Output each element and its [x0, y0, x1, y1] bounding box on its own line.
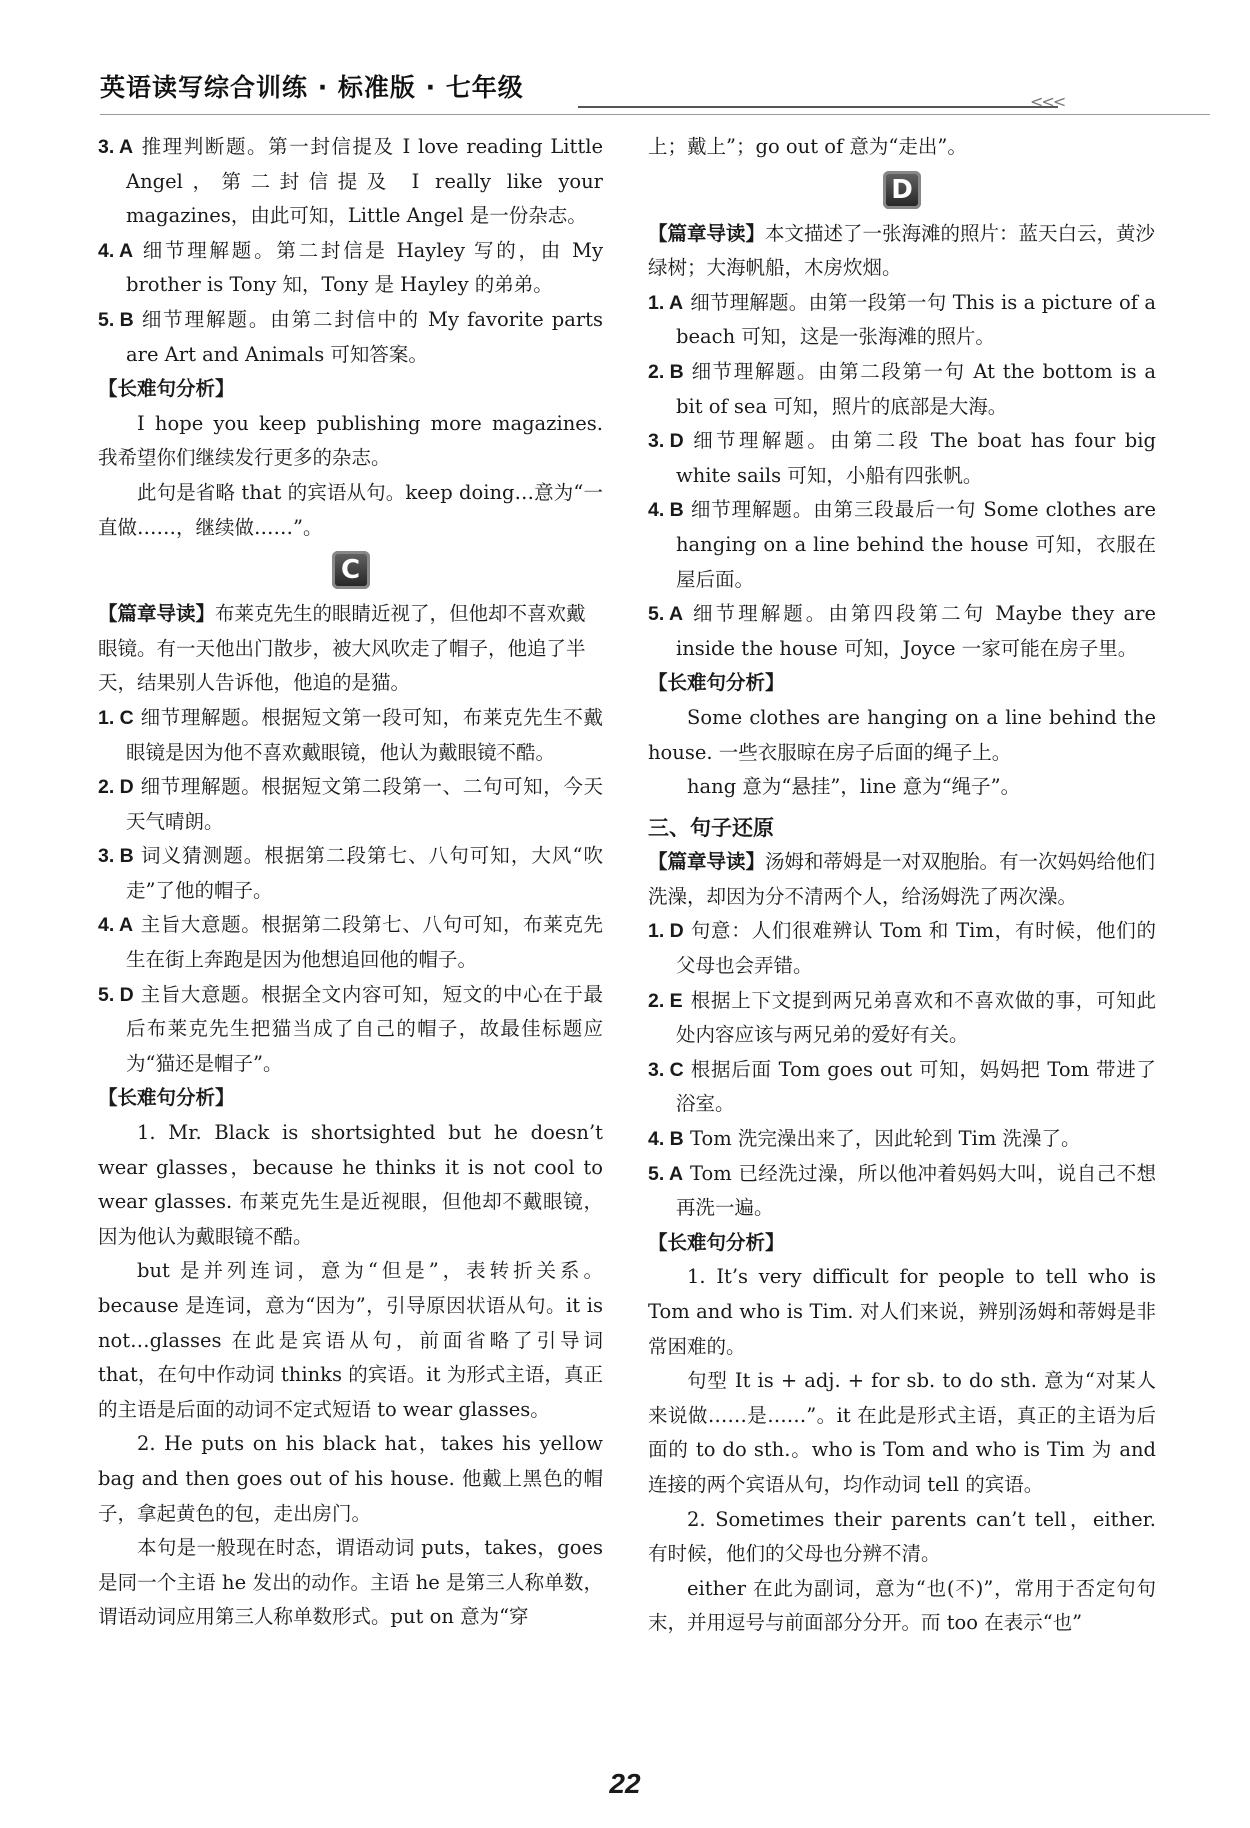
- answer-item: 3. A 推理判断题。第一封信提及 I love reading Little Angel，第二封信提及 I really like your magazines，由此可知，Little Angel 是一份杂志。: [98, 135, 603, 228]
- analysis-paragraph: either 在此为副词，意为“也(不)”，常用于否定句句末，并用逗号与前面部分分开。而 too 在表示“也”: [648, 1576, 1156, 1635]
- answer-item: 4. A 主旨大意题。根据第二段第七、八句可知，布莱克先生在街上奔跑是因为他想追回他的帽子。: [98, 913, 603, 972]
- analysis-paragraph: I hope you keep publishing more magazines. 我希望你们继续发行更多的杂志。: [98, 411, 603, 470]
- section-three-title: 三、句子还原: [648, 815, 774, 840]
- answer-item: 2. D 细节理解题。根据短文第二段第一、二句可知，今天天气晴朗。: [98, 775, 603, 833]
- book-title: 英语读写综合训练 · 标准版 · 七年级: [100, 73, 524, 102]
- answer-item: 4. A 细节理解题。第二封信是 Hayley 写的，由 My brother is Tony 知，Tony 是 Hayley 的弟弟。: [98, 238, 603, 297]
- header-arrows: <<<: [1030, 92, 1065, 111]
- answer-item: 5. D 主旨大意题。根据全文内容可知，短文的中心在于最后布莱克先生把猫当成了自己的帽子，故最佳标题应为“猫还是帽子”。: [98, 982, 603, 1075]
- right-column: [648, 130, 1156, 1641]
- passage-guide: 【篇章导读】本文描述了一张海滩的照片：蓝天白云，黄沙绿树；大海帆船，木房炊烟。: [648, 221, 1156, 280]
- answer-item: 1. C 细节理解题。根据短文第一段可知，布莱克先生不戴眼镜是因为他不喜欢戴眼镜，他认为戴眼镜不酷。: [98, 705, 603, 764]
- section-badge-c: C: [332, 551, 370, 589]
- answer-item: 5. A Tom 已经洗过澡，所以他冲着妈妈大叫，说自己不想再洗一遍。: [648, 1161, 1156, 1220]
- analysis-paragraph: 2. Sometimes their parents can’t tell，either. 有时候，他们的父母也分辨不清。: [648, 1507, 1156, 1566]
- left-column: [98, 130, 603, 1635]
- answer-item: 4. B Tom 洗完澡出来了，因此轮到 Tim 洗澡了。: [648, 1127, 1081, 1151]
- continuation-text: 上；戴上”；go out of 意为“走出”。: [648, 135, 967, 158]
- analysis-paragraph: 1. Mr. Black is shortsighted but he doesn’t wear glasses，because he thinks it is not cool to wear glasses. 布莱克先生是近视眼，但他却不戴眼镜，因为他认为戴眼镜不酷。: [98, 1121, 603, 1248]
- analysis-label: 【长难句分析】: [98, 377, 235, 401]
- analysis-paragraph: but 是并列连词，意为“但是”，表转折关系。because 是连词，意为“因为”，引导原因状语从句。it is not…glasses 在此是宾语从句，前面省略了引导词 that，在句中作动词 thinks 的宾语。it 为形式主语，真正的主语是后面的动词不定式短语 to wear glasses。: [98, 1259, 603, 1421]
- answer-item: 3. C 根据后面 Tom goes out 可知，妈妈把 Tom 带进了浴室。: [648, 1057, 1156, 1116]
- analysis-label: 【长难句分析】: [648, 1230, 785, 1254]
- analysis-label: 【长难句分析】: [98, 1086, 235, 1110]
- passage-guide: 【篇章导读】汤姆和蒂姆是一对双胞胎。有一次妈妈给他们洗澡，却因为分不清两个人，给汤姆洗了两次澡。: [648, 850, 1156, 908]
- answer-item: 1. A 细节理解题。由第一段第一句 This is a picture of a beach 可知，这是一张海滩的照片。: [648, 290, 1156, 349]
- analysis-paragraph: hang 意为“悬挂”，line 意为“绳子”。: [687, 775, 1021, 799]
- answer-item: 1. D 句意：人们很难辨认 Tom 和 Tim，有时候，他们的父母也会弄错。: [648, 919, 1156, 978]
- analysis-paragraph: Some clothes are hanging on a line behind the house. 一些衣服晾在房子后面的绳子上。: [648, 705, 1156, 764]
- passage-guide: 【篇章导读】布莱克先生的眼睛近视了，但他却不喜欢戴眼镜。有一天他出门散步，被大风吹走了帽子，他追了半天，结果别人告诉他，他追的是猫。: [98, 602, 586, 695]
- answer-item: 2. B 细节理解题。由第二段第一句 At the bottom is a bit of sea 可知，照片的底部是大海。: [648, 359, 1156, 418]
- analysis-label: 【长难句分析】: [648, 671, 785, 695]
- answer-item: 2. E 根据上下文提到两兄弟喜欢和不喜欢做的事，可知此处内容应该与两兄弟的爱好有关。: [648, 988, 1156, 1047]
- answer-item: 4. B 细节理解题。由第三段最后一句 Some clothes are hanging on a line behind the house 可知，衣服在屋后面。: [648, 498, 1156, 591]
- header-rule: [578, 106, 1058, 108]
- answer-item: 5. A 细节理解题。由第四段第二句 Maybe they are inside the house 可知，Joyce 一家可能在房子里。: [648, 602, 1156, 660]
- analysis-paragraph: 此句是省略 that 的宾语从句。keep doing…意为“一直做……，继续做……”。: [98, 480, 603, 539]
- answer-item: 3. B 词义猜测题。根据第二段第七、八句可知，大风“吹走”了他的帽子。: [98, 844, 603, 902]
- page-header: [100, 62, 1210, 114]
- section-badge-d: D: [883, 171, 921, 209]
- answer-item: 5. B 细节理解题。由第二封信中的 My favorite parts are Art and Animals 可知答案。: [98, 307, 603, 366]
- analysis-paragraph: 句型 It is + adj. + for sb. to do sth. 意为“对某人来说做……是……”。it 在此是形式主语，真正的主语为后面的 to do sth.。who is Tom and who is Tim 为 and 连接的两个宾语从句，均作动词 tell 的宾语。: [648, 1369, 1156, 1496]
- page-number: 22: [609, 1768, 641, 1799]
- analysis-paragraph: 2. He puts on his black hat，takes his yellow bag and then goes out of his house. 他戴上黑色的帽子，拿起黄色的包，走出房门。: [98, 1432, 603, 1525]
- header-divider: [100, 114, 1210, 115]
- analysis-paragraph: 1. It’s very difficult for people to tell who is Tom and who is Tim. 对人们来说，辨别汤姆和蒂姆是非常困难的。: [648, 1265, 1156, 1358]
- answer-item: 3. D 细节理解题。由第二段 The boat has four big white sails 可知，小船有四张帆。: [648, 429, 1156, 487]
- analysis-paragraph: 本句是一般现在时态，谓语动词 puts，takes，goes 是同一个主语 he 发出的动作。主语 he 是第三人称单数，谓语动词应用第三人称单数形式。put on 意为“穿: [98, 1536, 603, 1629]
